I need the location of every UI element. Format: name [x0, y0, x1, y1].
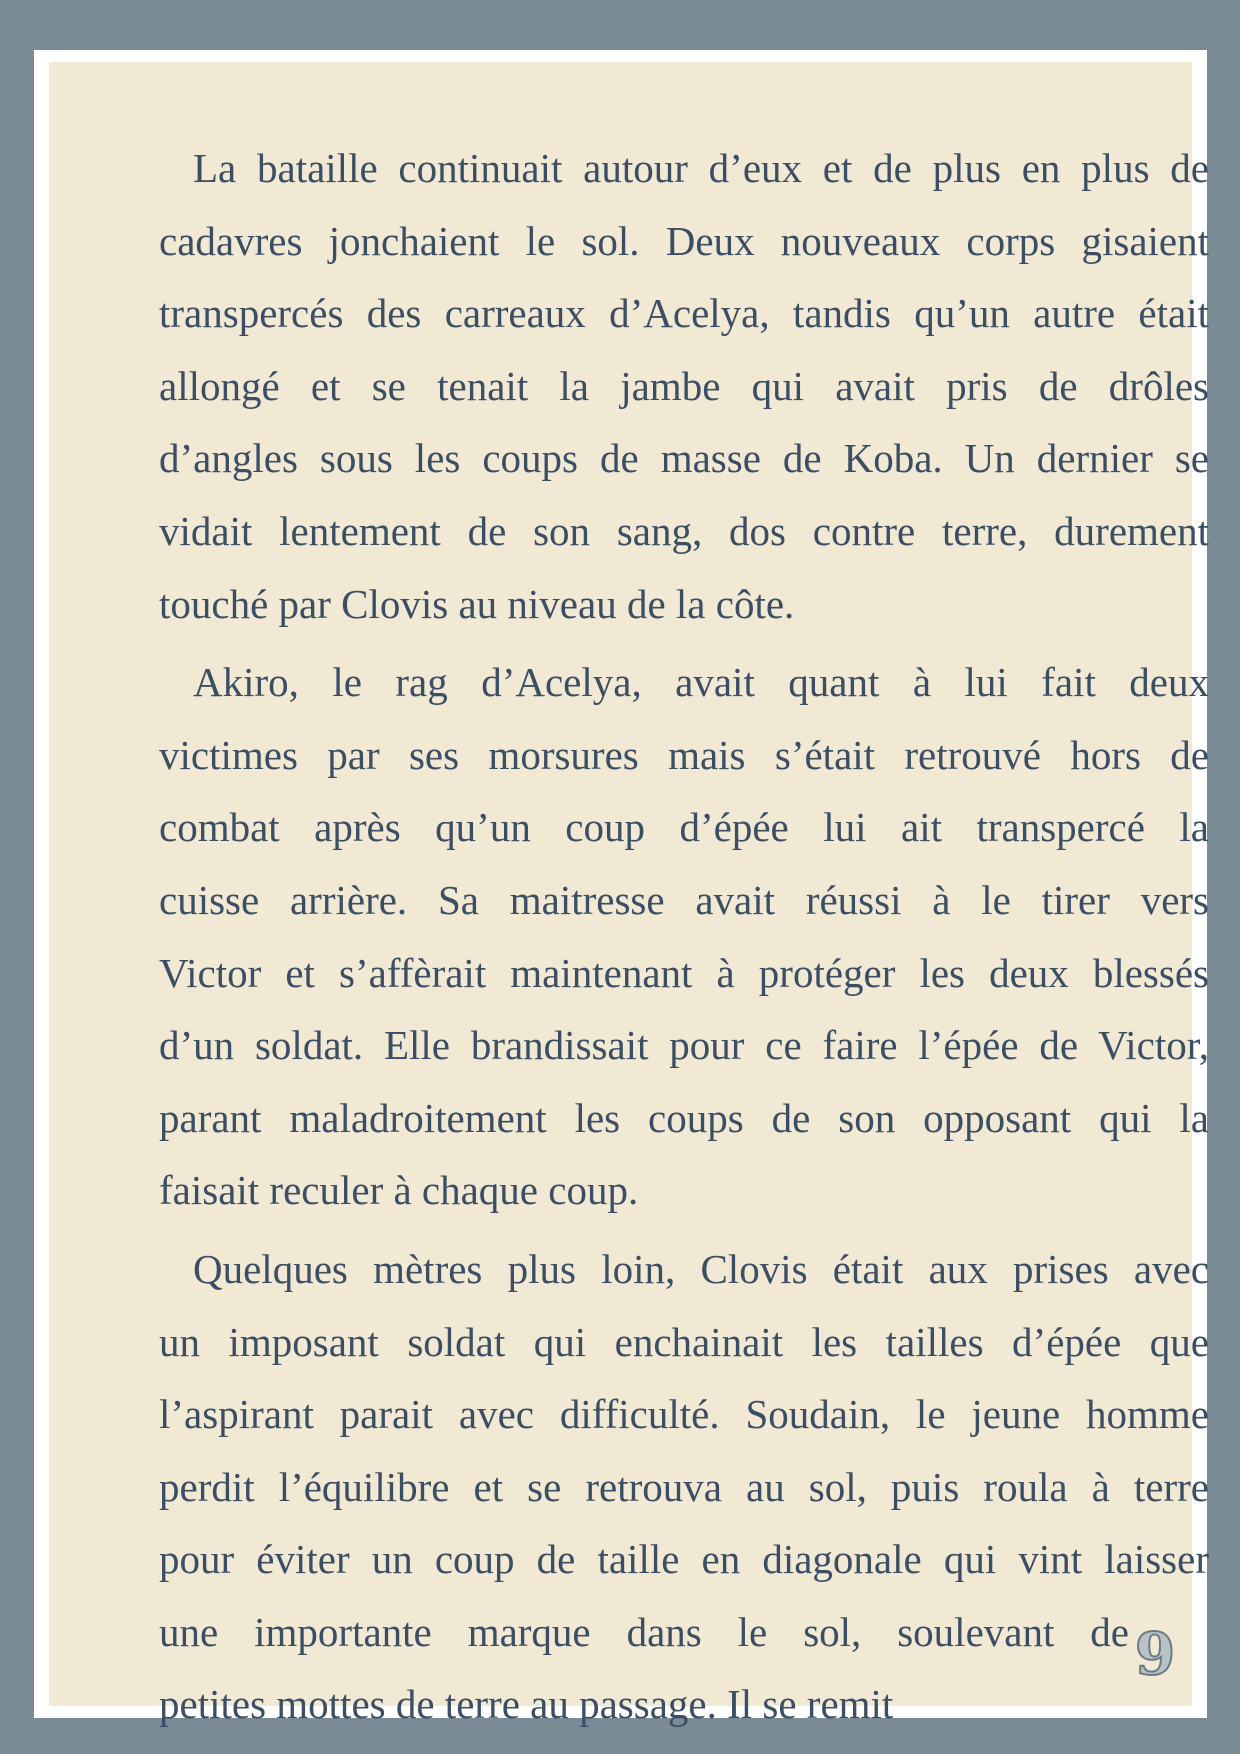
- text-line: Quelques mètres plus loin, Clovis était aux prises avec: [193, 1245, 1209, 1292]
- book-page: [49, 62, 1209, 1728]
- paragraph: [125, 1233, 1209, 1741]
- text-line: La bataille continuait autour d’eux et de plus en plus de: [193, 145, 1209, 191]
- text-line: combat après qu’un coup d’épée lui ait transpercé la: [159, 804, 1209, 851]
- text-line: un imposant soldat qui enchainait les tailles d’épée que: [159, 1318, 1209, 1365]
- text-line: allongé et se tenait la jambe qui avait pris de drôles: [159, 362, 1209, 409]
- text-line: cuisse arrière. Sa maitresse avait réussi à le tirer vers: [159, 876, 1209, 923]
- page-number: 9: [1134, 1620, 1176, 1688]
- text-line: touché par Clovis au niveau de la côte.: [159, 580, 795, 627]
- text-line: Victor et s’affèrait maintenant à protéger les deux blessés: [159, 949, 1209, 996]
- text-line: une importante marque dans le sol, soulevant de: [159, 1608, 1129, 1655]
- paragraph: [125, 132, 1209, 640]
- text-line: d’un soldat. Elle brandissait pour ce faire l’épée de Victor,: [159, 1022, 1209, 1069]
- text-line: vidait lentement de son sang, dos contre terre, durement: [159, 507, 1209, 554]
- text-line: Akiro, le rag d’Acelya, avait quant à lui fait deux: [193, 659, 1209, 706]
- text-line: victimes par ses morsures mais s’était retrouvé hors de: [159, 731, 1209, 778]
- text-line: perdit l’équilibre et se retrouva au sol, puis roula à terre: [159, 1463, 1209, 1510]
- text-line: transpercés des carreaux d’Acelya, tandis qu’un autre était: [159, 290, 1209, 337]
- text-line: cadavres jonchaient le sol. Deux nouveaux corps gisaient: [159, 217, 1209, 264]
- text-line: petites mottes de terre au passage. Il se remit: [159, 1681, 894, 1728]
- paragraph: [125, 646, 1209, 1227]
- text-line: parant maladroitement les coups de son opposant qui la: [159, 1094, 1209, 1141]
- text-line: faisait reculer à chaque coup.: [159, 1167, 639, 1214]
- body-text: [125, 132, 1209, 1741]
- text-line: l’aspirant parait avec difficulté. Soudain, le jeune homme: [159, 1391, 1209, 1438]
- text-line: pour éviter un coup de taille en diagonale qui vint laisser: [159, 1536, 1209, 1583]
- text-line: d’angles sous les coups de masse de Koba. Un dernier se: [159, 435, 1209, 482]
